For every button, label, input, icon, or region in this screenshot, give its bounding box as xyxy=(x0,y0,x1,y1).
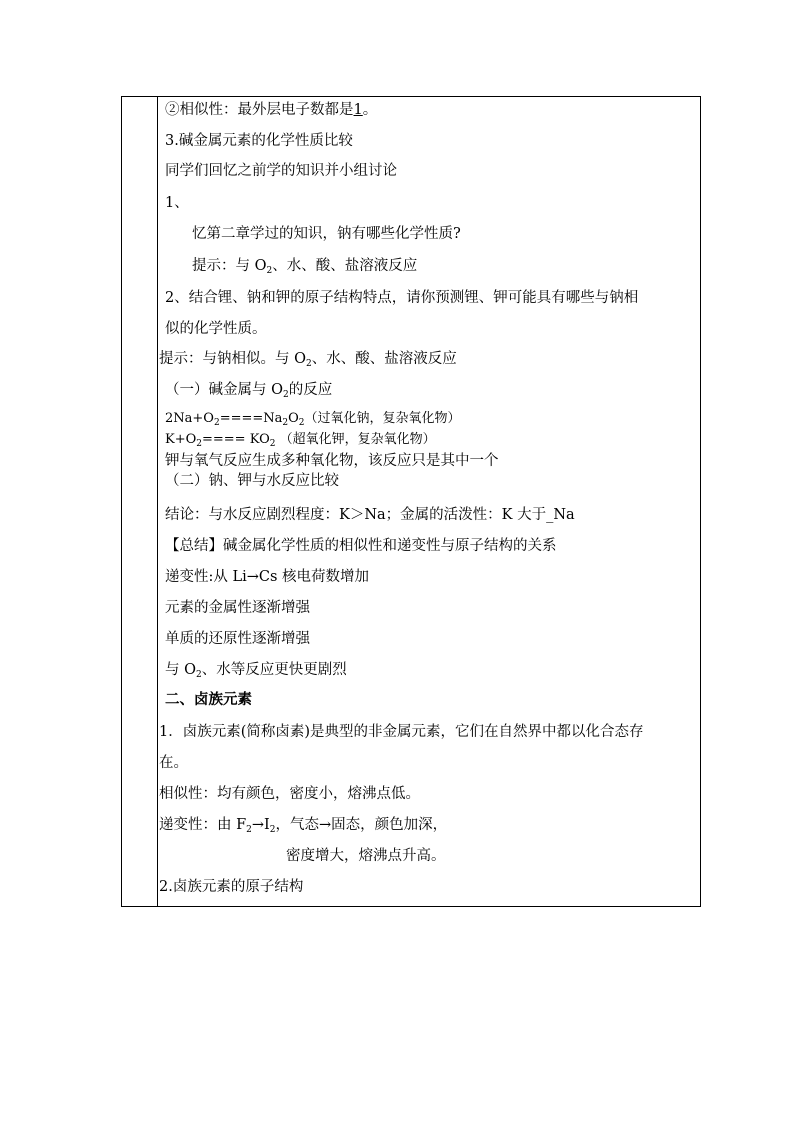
section-heading-3: 3.碱金属元素的化学性质比较 xyxy=(165,133,353,149)
question-1-number: 1、 xyxy=(165,195,189,211)
section-heading-halogens: 二、卤族元素 xyxy=(165,691,252,708)
content-table xyxy=(121,96,701,907)
metallicity-line: 元素的金属性逐渐增强 xyxy=(165,600,310,616)
halogen-intro-line-1: 1．卤族元素(简称卤素)是典型的非金属元素，它们在自然界中都以化合态存 xyxy=(159,724,644,740)
left-column xyxy=(122,97,158,906)
equation-potassium: $K+O_2==== KO_2$ （超氧化钾，复杂氧化物） xyxy=(165,432,436,449)
conclusion-line: 结论：与水反应剧烈程度：K＞Na；金属的活泼性：K 大于_Na xyxy=(165,507,575,523)
halogen-similarity: 相似性：均有颜色，密度小，熔沸点低。 xyxy=(159,786,420,802)
subheading-oxygen-reaction: （一）碱金属与 $O_2$的反应 xyxy=(165,382,333,400)
question-1-text: 忆第二章学过的知识，钠有哪些化学性质? xyxy=(192,226,461,242)
summary-line: 【总结】碱金属化学性质的相似性和递变性与原子结构的关系 xyxy=(165,538,557,554)
reducibility-line: 单质的还原性逐渐增强 xyxy=(165,631,310,647)
similarity-line: ②相似性：最外层电子数都是1。 xyxy=(165,102,378,118)
question-2-line-2: 似的化学性质。 xyxy=(165,321,267,337)
equation-sodium: $2Na+O_2====Na_2O_2$（过氧化钠，复杂氧化物） xyxy=(165,411,461,428)
potassium-note: 钾与氧气反应生成多种氧化物，该反应只是其中一个 xyxy=(165,453,499,469)
trend-line: 递变性:从 Li→Cs 核电荷数增加 xyxy=(165,569,370,585)
reactivity-line: 与 $O_2$、水等反应更快更剧烈 xyxy=(165,662,347,680)
hint-2: 提示：与钠相似。与 $O_2$、水、酸、盐溶液反应 xyxy=(159,351,457,369)
halogen-structure-heading: 2.卤族元素的原子结构 xyxy=(159,879,304,895)
discussion-intro: 同学们回忆之前学的知识并小组讨论 xyxy=(165,163,397,179)
halogen-intro-line-2: 在。 xyxy=(159,755,188,771)
halogen-trend: 递变性：由 $F_2\to I_2$，气态→固态，颜色加深， xyxy=(159,817,448,835)
hint-1: 提示：与 $O_2$、水、酸、盐溶液反应 xyxy=(192,258,418,276)
subheading-water-reaction: （二）钠、钾与水反应比较 xyxy=(165,473,339,489)
question-2-line-1: 2、结合锂、钠和钾的原子结构特点，请你预测锂、钾可能具有哪些与钠相 xyxy=(165,290,639,306)
halogen-trend-continued: 密度增大，熔沸点升高。 xyxy=(286,848,446,864)
